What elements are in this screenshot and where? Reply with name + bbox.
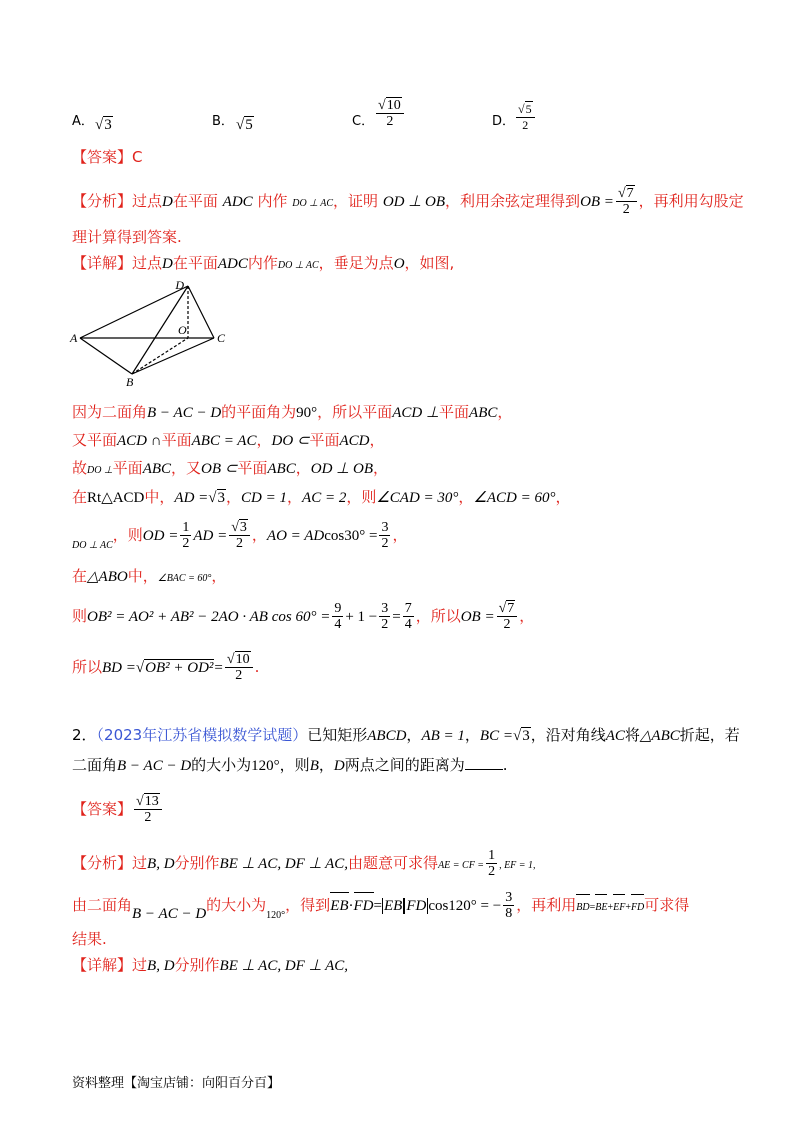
label-A: A (70, 331, 78, 345)
q1-step1: 因为二面角B − AC − D的平面角为90°，所以平面ACD ⊥平面ABC， (72, 403, 513, 421)
q1-detail-line1: 【详解】过点D在平面ADC内作DO ⊥ AC，垂足为点O，如图, (72, 254, 455, 272)
q1-step5: $_{DO \perp AC}$，则OD = $\frac{1}{2}$ AD = $\frac{√3}{2}$ ，AO = ADcos30° = $\frac{3}{2}$ ， (72, 520, 408, 551)
q1-step8: 所以BD =√OB² + OD²= $\frac{√10}{2}$ . (72, 652, 260, 683)
q1-analysis-line2: 理计算得到答案. (72, 228, 182, 246)
label-B: B (126, 375, 134, 388)
label-O: O (178, 323, 187, 337)
option-b-label: B． (212, 114, 234, 129)
q2-stem-line1: 2．（2023年江苏省模拟数学试题）已知矩形ABCD，AB = 1，BC =√3，沿对角线AC将△ABC折起，若 (72, 726, 740, 744)
q2-analysis-line1: 【分析】过B, D分别作BE ⊥ AC, DF ⊥ AC,由题意可求得AE = CF = $\frac{1}{2}$ , EF = 1, (72, 848, 536, 879)
geometry-figure (68, 278, 238, 388)
label-C: C (217, 331, 226, 345)
q2-analysis-line3: 结果. (72, 930, 107, 948)
q1-analysis-line1: 【分析】过点D在平面 ADC 内作 DO ⊥ AC，证明 OD ⊥ OB，利用余弦定理得到OB = $\frac{√7}{2}$ ，再利用勾股定 (72, 186, 744, 217)
option-c-label: C． (352, 114, 375, 129)
q1-step3: 故DO ⊥平面ABC，又OB ⊂平面ABC，OD ⊥ OB， (72, 459, 388, 477)
q2-stem-line2: 二面角B − AC − D的大小为120°，则B，D两点之间的距离为 . (72, 756, 508, 774)
q2-analysis-line2: 由二面角B − AC − D的大小为$_{120^\circ}$，得到EB·FD= EB FD cos120° = − $\frac{3}{8}$ ，再利用BD=BE+EF+FD可求得 (72, 890, 690, 922)
label-D: D (175, 278, 184, 292)
option-b-value: √5 (236, 117, 253, 133)
option-c-value: $\frac{√10}{2}$ (376, 98, 404, 129)
option-d-value: $\frac{√5}{2}$ (516, 102, 535, 133)
edge-BO (132, 338, 188, 374)
option-a-label: A． (72, 114, 94, 129)
q1-step4: 在Rt△ACD中，AD =√3，CD = 1，AC = 2，则∠CAD = 30°，∠ACD = 60°， (72, 488, 571, 506)
page-footer: 资料整理【淘宝店铺：向阳百分百】 (72, 1076, 281, 1091)
q2-detail-line1: 【详解】过B, D分别作BE ⊥ AC, DF ⊥ AC, (72, 956, 349, 974)
q2-answer: 【答案】 $\frac{√13}{2}$ (72, 794, 164, 825)
edge-AB (80, 338, 132, 374)
answer-blank (465, 755, 503, 770)
q1-step7: 则OB² = AO² + AB² − 2AO · AB cos 60° = $\frac{9}{4}$ + 1 − $\frac{3}{2}$ = $\frac{7}{4}$ ，所以OB = $\frac{√7}{2}$ ， (72, 601, 535, 632)
q1-step2: 又平面ACD ∩平面ABC = AC，DO ⊂平面ACD， (72, 431, 385, 449)
option-d-label: D． (492, 114, 516, 129)
edge-DC (188, 286, 214, 338)
q1-step6: 在△ABO中，∠BAC = 60°， (72, 567, 227, 585)
edge-BC (132, 338, 214, 374)
option-a-value: √3 (95, 117, 112, 133)
q1-answer: 【答案】C (72, 148, 143, 166)
